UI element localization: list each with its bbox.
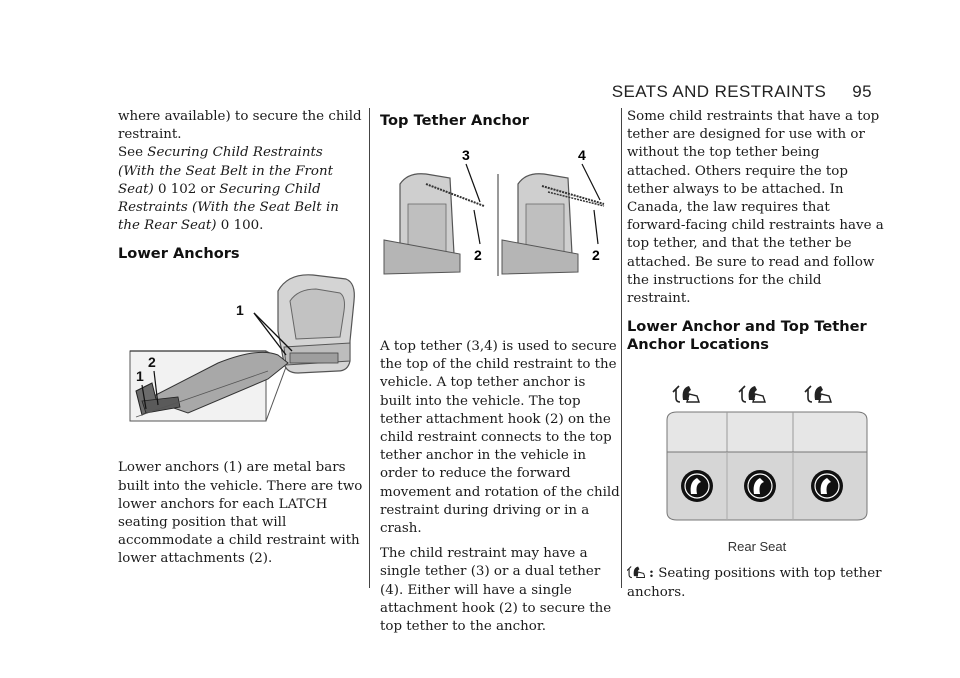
section-heading: Lower Anchors: [118, 245, 240, 263]
lower-anchors-figure: [118, 271, 363, 441]
section-heading: Lower Anchor and Top Tether Anchor Locations: [627, 318, 867, 354]
top-tether-figure: [380, 144, 620, 294]
column-divider: [369, 108, 370, 588]
top-tether-icon: [627, 565, 645, 579]
or-text: or: [196, 181, 220, 197]
top-tether-paragraph-2: The child restraint may have a single tether (3) or a dual tether (4). Either will have a single attachment hook (2) to secure the top tether to the anchor.: [380, 546, 612, 635]
callout-label: 3: [462, 147, 470, 163]
section-heading: Top Tether Anchor: [380, 112, 529, 129]
lower-anchors-body: Lower anchors (1) are metal bars built into the vehicle. There are two lower anchors for each LATCH seating position that will accommodate a child restraint with lower attachments (2).: [118, 460, 363, 567]
top-tether-paragraph-1: A top tether (3,4) is used to secure the top of the child restraint to the vehicle. A top tether anchor is built into the vehicle. The top tether attachment hook (2) on the child restraint connects to the top tether anchor in the vehicle in order to reduce the forward movement and rotation of the child restraint during driving or in a crash.: [380, 339, 620, 537]
lower-anchor-icon: [811, 470, 843, 502]
column-3: [627, 108, 887, 609]
callout-label: 2: [474, 247, 482, 263]
callout-label: 2: [148, 354, 156, 371]
top-tether-illustration: [380, 144, 620, 338]
lower-anchor-icon: [744, 470, 776, 502]
rear-seat-figure: [627, 364, 887, 536]
callout-label: 1: [136, 368, 144, 385]
callout-label: 1: [236, 302, 244, 319]
top-tether-icon: [673, 386, 699, 402]
see-prefix: See: [118, 145, 148, 161]
intro-paragraph: [118, 108, 363, 235]
section-title: SEATS AND RESTRAINTS: [611, 82, 827, 101]
tether-requirements-paragraph: Some child restraints that have a top tether are designed for use with or without the top tether being attached. Others require the top tether always to be attached. In Canada, the law requires that forward-facing child restraints have a top tether, and that the tether be attached. Be sure to read and follow the instructions for the child restraint.: [627, 109, 884, 307]
callout-label: 4: [578, 147, 586, 163]
rear-seat-diagram: [627, 364, 887, 536]
top-tether-icon: [739, 386, 765, 402]
lower-anchors-illustration: [118, 271, 363, 441]
column-divider: [621, 108, 622, 588]
legend-paragraph: [627, 564, 887, 601]
column-1: [118, 108, 363, 576]
cross-reference-link[interactable]: Securing Child Restraints (With the Seat Belt in the Rear Seat): [118, 181, 339, 234]
page-header: [612, 82, 872, 102]
page-reference: 0 102: [157, 181, 197, 197]
page-number: 95: [852, 82, 872, 101]
top-tether-icon: [805, 386, 831, 402]
column-2: [380, 108, 620, 643]
figure-caption: Rear Seat: [727, 539, 787, 555]
cross-reference-link[interactable]: Securing Child Restraints (With the Seat Belt in the Front Seat): [118, 145, 333, 197]
callout-label: 2: [592, 247, 600, 263]
page-reference: 0 100.: [220, 218, 264, 234]
lower-anchor-icon: [681, 470, 713, 502]
legend-colon: :: [649, 565, 654, 582]
legend-text: Seating positions with top tether anchors.: [627, 566, 882, 600]
intro-text: where available) to secure the child restraint.: [118, 109, 362, 143]
